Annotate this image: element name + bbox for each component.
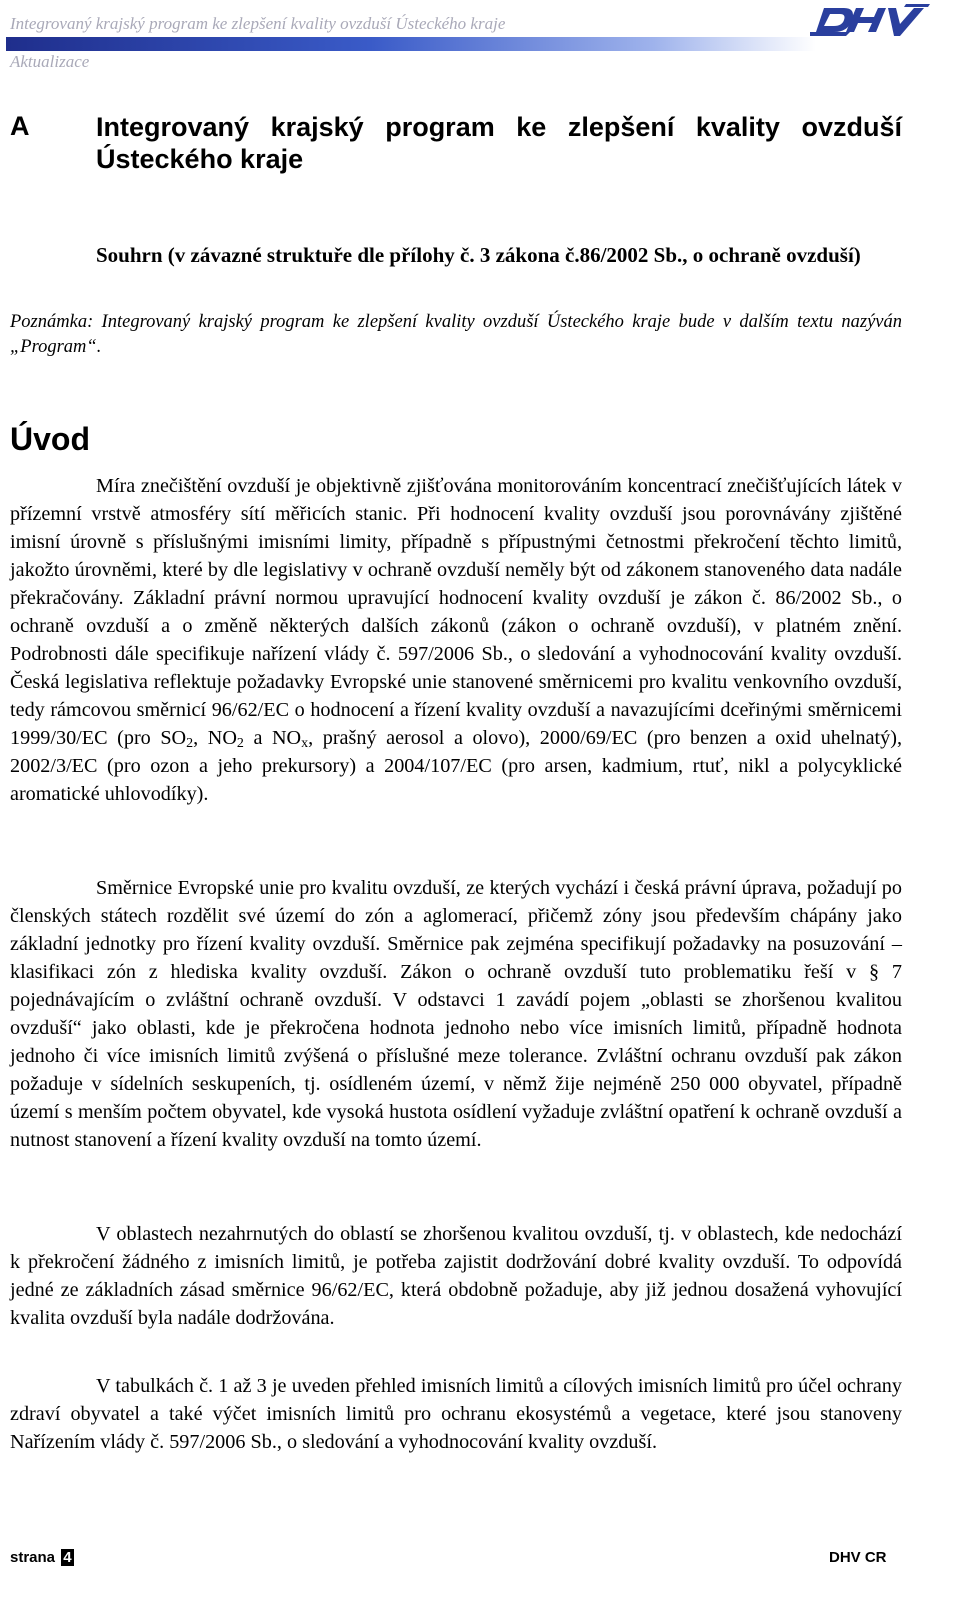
section-letter: A — [10, 111, 30, 141]
summary-heading: Souhrn (v závazné struktuře dle přílohy č. 3 zákona č.86/2002 Sb., o ochraně ovzduší) — [96, 243, 861, 267]
paragraph-2: Směrnice Evropské unie pro kvalitu ovzduší, ze kterých vychází i česká právní úprava, požadují po členských státech rozdělit své území do zón a aglomerací, přičemž zóny jsou především chápány jako základní jednotky pro řízení kvality ovzduší. Směrnice pak zejména specifikují požadavky na posuzování – klasifikaci zón z hlediska kvality ovzduší. Zákon o ochraně ovzduší tuto problematiku řeší v § 7 pojednávajícím o zvláštní ochraně ovzduší. V odstavci 1 zavádí pojem „oblasti se zhoršenou kvalitou ovzduší“ jako oblasti, kde je překročena hodnota jednoho nebo více imisních limitů, případně hodnota jednoho či více imisních limitů zvýšená o příslušné meze tolerance. Zvláštní ochranu ovzduší pak zákon požaduje v sídelních seskupeních, tj. osídleném území, v němž žije nejméně 250 000 obyvatel, případně území s menším počtem obyvatel, kde vysoká hustota osídlení vyžaduje zvláštní opatření k ochraně ovzduší a nutnost stanovení a řízení kvality ovzduší na tomto území. — [10, 877, 902, 1151]
dhv-logo — [810, 2, 930, 38]
paragraph-1: Míra znečištění ovzduší je objektivně zjišťována monitorováním koncentrací znečišťujících látek v přízemní vrstvě atmosféry sítí měřicích stanic. Při hodnocení kvality ovzduší jsou porovnávány zjištěné imisní úrovně s příslušnými imisními limity, případně s přípustnými četnostmi překročení těchto limitů, jakožto úrovněmi, které by dle legislativy v ochraně ovzduší neměly být od zákonem stanoveného data nadále překračovány. Základní právní normou upravující hodnocení kvality ovzduší je zákon č. 86/2002 Sb., o ochraně ovzduší a o změně některých dalších zákonů (zákon o ochraně ovzduší), v platném znění. Podrobnosti dále specifikuje nařízení vlády č. 597/2006 Sb., o sledování a vyhodnocování kvality ovzduší. Česká legislativa reflektuje požadavky Evropské unie stanovené směrnicemi pro kvalitu venkovního ovzduší, tedy rámcovou směrnicí 96/62/EC o hodnocení a řízení kvality ovzduší a navazujícími dceřinými směrnicemi 1999/30/EC (pro $SO_2$, $NO_2$ a $NO_x$, prašný aerosol a olovo), 2000/69/EC (pro benzen a oxid uhelnatý), 2002/3/EC (pro ozon a jeho prekursory) a 2004/107/EC (pro arsen, kadmium, rtuť, nikl a polycyklické aromatické uhlovodíky). — [10, 475, 902, 805]
note-paragraph: Poznámka: Integrovaný krajský program ke zlepšení kvality ovzduší Ústeckého kraje bude v dalším textu nazýván „Program“. — [10, 312, 902, 357]
page-number: 4 — [63, 1549, 72, 1566]
paragraph-3: V oblastech nezahrnutých do oblastí se zhoršenou kvalitou ovzduší, tj. v oblastech, kde nedochází k překročení žádného z imisních limitů, je potřeba zajistit dodržování dobré kvality ovzduší. To odpovídá jedné ze základních zásad směrnice 96/62/EC, která obdobně požaduje, aby již jednou dosažená vyhovující kvalita ovzduší byla nadále dodržována. — [10, 1223, 902, 1329]
page-label: strana — [10, 1549, 56, 1566]
header-bar — [6, 37, 816, 51]
footer-page — [10, 1549, 74, 1566]
footer-company: DHV CR — [829, 1549, 887, 1566]
intro-heading: Úvod — [10, 421, 90, 457]
paragraph-4: V tabulkách č. 1 až 3 je uveden přehled imisních limitů a cílových imisních limitů pro účel ochrany zdraví obyvatel a také výčet imisních limitů pro ochranu ekosystémů a vegetace, které jsou stanoveny Nařízením vlády č. 597/2006 Sb., o sledování a vyhodnocování kvality ovzduší. — [10, 1375, 902, 1453]
header-title: Integrovaný krajský program ke zlepšení kvality ovzduší Ústeckého kraje — [10, 14, 506, 33]
section-title: Integrovaný krajský program ke zlepšení kvality ovzduší Ústeckého kraje — [96, 112, 902, 174]
header-subtitle: Aktualizace — [10, 52, 90, 71]
